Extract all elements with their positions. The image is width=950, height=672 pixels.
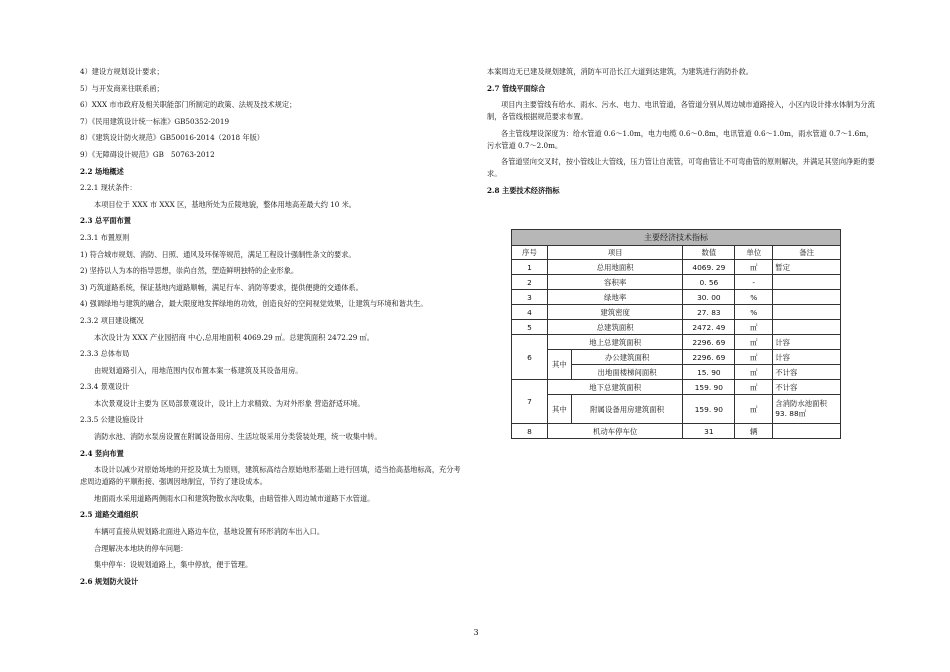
- text-paragraph: 4) 强调绿地与建筑的融合，最大限度地发挥绿地的功效，创造良好的空间视觉效果，让建筑与环境和谐共生。: [80, 299, 428, 309]
- cell: 辆: [735, 424, 773, 439]
- cell: 159. 90: [683, 395, 735, 424]
- table-title: 主要经济技术指标: [512, 230, 841, 246]
- cell: 4069. 29: [683, 260, 735, 275]
- text-paragraph: 各主管线埋设深度为：给水管道 0.6～1.0m，电力电缆 0.6～0.8m，电讯管道 0.6～1.0m，雨水管道 0.7～1.6m，污水管道 0.7～2.0m。: [487, 128, 874, 150]
- cell: [773, 320, 841, 335]
- cell: 3: [512, 290, 548, 305]
- text-line: 集中停车：设规划道路上，集中停放，便于管理。: [94, 560, 253, 570]
- text-line: 8）《建筑设计防火规范》GB50016-2014（2018 年版）: [80, 133, 264, 143]
- text-line: 由规划道路引入，用地范围内仅布置本案一栋建筑及其设备用房。: [94, 365, 303, 375]
- cell: 27. 83: [683, 305, 735, 320]
- cell: 绿地率: [547, 290, 683, 305]
- cell: 机动车停车位: [547, 424, 683, 439]
- table-row: [512, 350, 841, 365]
- header-cell: 序号: [512, 246, 548, 260]
- cell: 建筑密度: [547, 305, 683, 320]
- cell: 地上总建筑面积: [547, 335, 683, 350]
- text-line: 本次景观设计主要为 区局部景观设计，设计上力求精致、为对外形象 营造舒适环境。: [94, 398, 365, 408]
- subsection-heading: 2.3.5 公建设施设计: [80, 415, 144, 425]
- cell: %: [735, 290, 773, 305]
- cell: 6: [512, 335, 548, 380]
- table-row: [512, 305, 841, 320]
- cell: 8: [512, 424, 548, 439]
- text-line: 车辆可直接从规划路北面进入路边车位，基地设置有环形消防车出入口。: [94, 527, 325, 537]
- cell: 含消防水池面积93. 88㎡: [773, 395, 841, 424]
- table-row: [512, 260, 841, 275]
- table-row: [512, 320, 841, 335]
- table-row: [512, 395, 841, 424]
- cell: 附属设备用房建筑面积: [571, 395, 683, 424]
- section-heading: 2.4 竖向布置: [80, 448, 124, 458]
- cell: 0. 56: [683, 275, 735, 290]
- cell: 7: [512, 380, 548, 424]
- cell: 31: [683, 424, 735, 439]
- text-line: 本案周边无已建及规划建筑，消防车可沿长江大道到达建筑，为建筑进行消防扑救。: [487, 67, 753, 76]
- header-cell: 单位: [735, 246, 773, 260]
- text-paragraph: 各管道竖向交叉时，按小管线让大管线，压力管让自流管，可弯曲管让不可弯曲管的原则解决，并满足其竖向净距的要求。: [487, 157, 875, 179]
- cell: [773, 275, 841, 290]
- text-line: 合理解决本地块的停车问题：: [94, 543, 188, 553]
- cell: 30. 00: [683, 290, 735, 305]
- table-row: [512, 380, 841, 395]
- cell: %: [735, 305, 773, 320]
- cell: 159. 90: [683, 380, 735, 395]
- table-row: [512, 335, 841, 350]
- subsection-heading: 2.3.2 项目建设概况: [80, 315, 144, 325]
- cell: ㎡: [735, 335, 773, 350]
- text-line: 7）《民用建筑设计统一标准》GB50352-2019: [80, 116, 230, 126]
- cell: 出地面楼梯间面积: [571, 365, 683, 380]
- text-line: 1) 符合城市规划、消防、日照、通风及环保等规范，满足工程设计强制性条文的要求。: [80, 249, 356, 259]
- cell: 暂定: [773, 260, 841, 275]
- subsection-heading: 2.3.4 景观设计: [80, 382, 130, 392]
- header-cell: 备注: [773, 246, 841, 260]
- text-line: 4）建设方规划设计要求；: [80, 67, 164, 76]
- text-line: 2) 坚持以人为本的指导思想，崇尚自然，塑造鲜明独特的企业形象。: [80, 266, 299, 276]
- cell: 4: [512, 305, 548, 320]
- section-heading: 2.7 管线平面综合: [487, 83, 546, 93]
- cell: ㎡: [735, 260, 773, 275]
- cell: 办公建筑面积: [571, 350, 683, 365]
- cell: 1: [512, 260, 548, 275]
- cell: 计容: [773, 350, 841, 365]
- header-cell: 项目: [547, 246, 683, 260]
- text-line: 5）与开发商来往联系函；: [80, 83, 164, 93]
- cell: 5: [512, 320, 548, 335]
- cell: 地下总建筑面积: [547, 380, 683, 395]
- economic-indicators-table: [511, 229, 841, 439]
- table-row: [512, 290, 841, 305]
- section-heading: 2.8 主要技术经济指标: [487, 185, 560, 195]
- table-header-row: [512, 246, 841, 260]
- text-line: 消防水池、消防水泵房设置在附属设备用房、生活垃圾采用分类袋装处理，统一收集中转。: [94, 432, 382, 442]
- subsection-heading: 2.3.3 总体布局: [80, 349, 130, 359]
- cell: 总建筑面积: [547, 320, 683, 335]
- cell: [773, 290, 841, 305]
- cell: 2296. 69: [683, 350, 735, 365]
- header-cell: 数值: [683, 246, 735, 260]
- cell: [773, 424, 841, 439]
- cell: 总用地面积: [547, 260, 683, 275]
- cell: 2472. 49: [683, 320, 735, 335]
- cell: ㎡: [735, 365, 773, 380]
- cell: ㎡: [735, 350, 773, 365]
- cell: -: [735, 275, 773, 290]
- cell: ㎡: [735, 320, 773, 335]
- text-line: 9）《无障碍设计规范》GB 50763-2012: [80, 149, 215, 159]
- cell: ㎡: [735, 395, 773, 424]
- subsection-heading: 2.2.1 现状条件：: [80, 183, 137, 193]
- subsection-heading: 2.3.1 布置原则: [80, 232, 130, 242]
- text-paragraph: 本设计以减少对原始场地的开挖及填土为原则，建筑标高结合原始地形基础上进行回填，适当抬高基地标高，充分考虑周边道路的平顺衔接、强调因地制宜，节约了建设成本。: [80, 465, 461, 487]
- text-line: 地面雨水采用道路两侧雨水口和建筑物散水沟收集，由暗管排入周边城市道路下水管道。: [94, 493, 375, 503]
- section-heading: 2.5 道路交通组织: [80, 510, 139, 520]
- cell: 其中: [547, 395, 571, 424]
- cell: 2296. 69: [683, 335, 735, 350]
- left-column: [80, 66, 462, 592]
- text-paragraph: 项目内主要管线有给水、雨水、污水、电力、电讯管道，各管道分别从周边城市道路接入，小区内设计排水体制为分流制，各管线根据规范要求布置。: [487, 100, 875, 122]
- section-heading: 2.2 场地概述: [80, 166, 124, 176]
- section-heading: 2.6 规划防火设计: [80, 576, 139, 586]
- cell: 计容: [773, 335, 841, 350]
- cell: [773, 305, 841, 320]
- cell: 2: [512, 275, 548, 290]
- text-line: 6）XXX 市市政府及相关职能部门所制定的政策、法规及技术规定；: [80, 100, 297, 110]
- table-row: [512, 275, 841, 290]
- cell: 其中: [547, 350, 571, 380]
- text-line: 本次设计为 XXX 产业园招商 中心,总用地面积 4069.29 ㎡。总建筑面积 2472.29 ㎡。: [94, 332, 374, 342]
- right-column: [487, 66, 879, 202]
- section-heading: 2.3 总平面布置: [80, 216, 131, 226]
- cell: 不计容: [773, 365, 841, 380]
- table-row: [512, 424, 841, 439]
- cell: ㎡: [735, 380, 773, 395]
- cell: 容积率: [547, 275, 683, 290]
- cell: 不计容: [773, 380, 841, 395]
- text-line: 本项目位于 XXX 市 XXX 区，基地所处为丘陵地貌，整体用地高差最大约 10 米。: [94, 199, 356, 209]
- page-number: 3: [473, 628, 479, 637]
- text-line: 3) 巧筑道路系统，保证基地内道路顺畅，满足行车、消防等要求，提供便捷的交通体系。: [80, 282, 363, 292]
- cell: 15. 90: [683, 365, 735, 380]
